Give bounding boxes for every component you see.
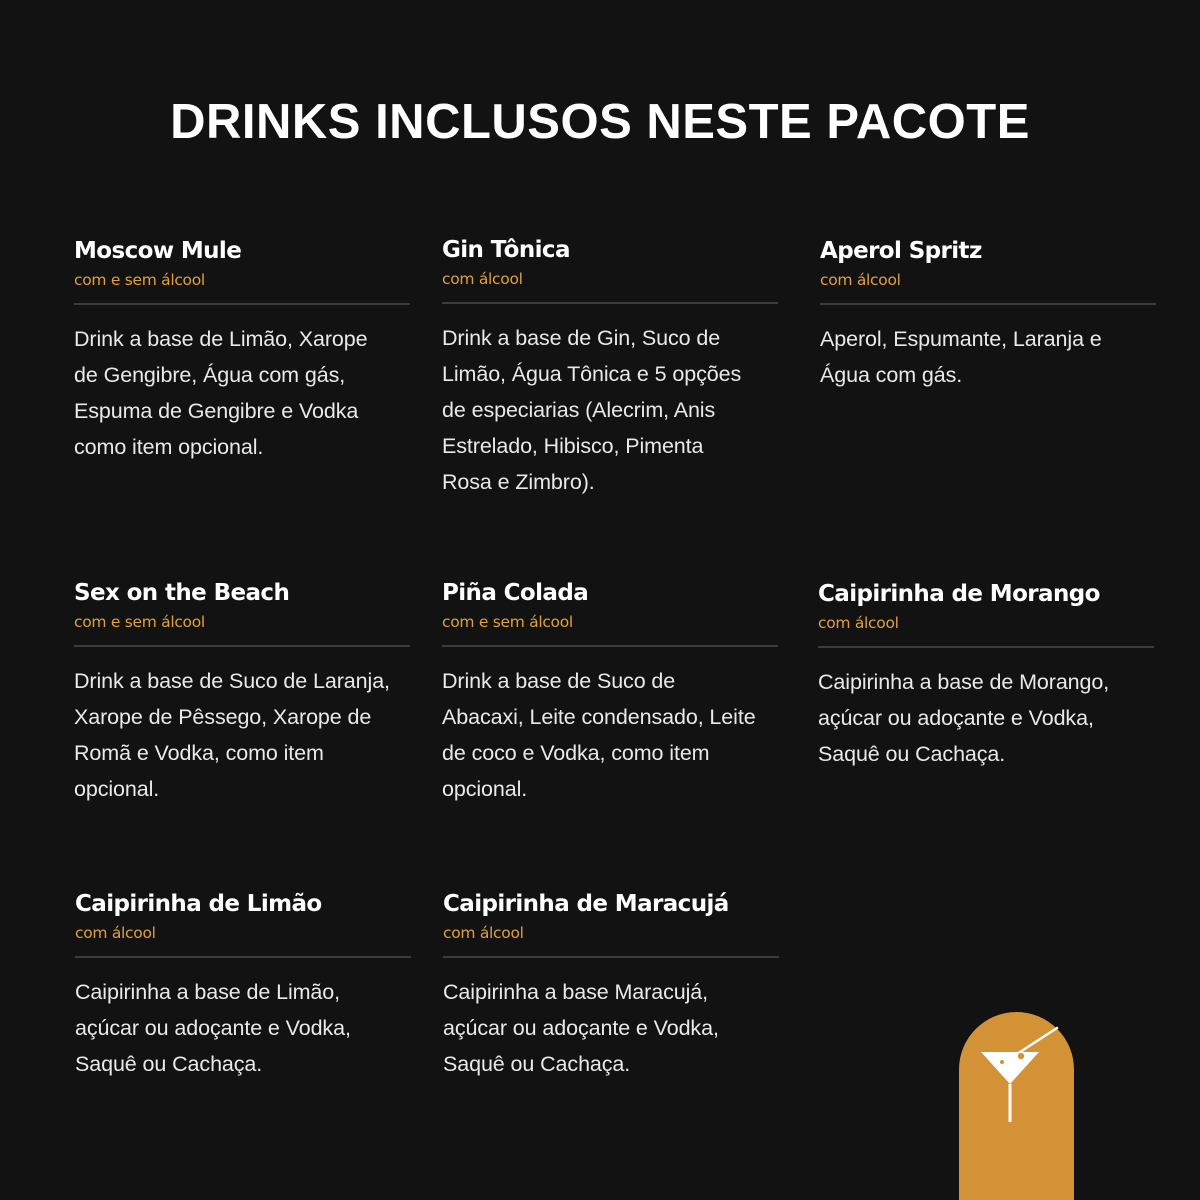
drink-name: Piña Colada bbox=[442, 580, 589, 606]
drink-alcohol-tag: com álcool bbox=[820, 271, 901, 289]
drink-description: Drink a base de Limão, Xarope de Gengibre, Água com gás, Espuma de Gengibre e Vodka como item opcional. bbox=[74, 327, 368, 459]
drink-card-pina-colada bbox=[442, 578, 778, 807]
divider bbox=[75, 956, 411, 958]
drink-card-caipirinha-limao bbox=[75, 889, 411, 1082]
drink-description: Drink a base de Suco de Laranja, Xarope de Pêssego, Xarope de Romã e Vodka, como item opcional. bbox=[74, 669, 390, 801]
drink-alcohol-tag: com álcool bbox=[442, 270, 523, 288]
drink-description: Drink a base de Suco de Abacaxi, Leite condensado, Leite de coco e Vodka, como item opcional. bbox=[442, 669, 756, 801]
drink-description: Drink a base de Gin, Suco de Limão, Água Tônica e 5 opções de especiarias (Alecrim, Anis Estrelado, Hibisco, Pimenta Rosa e Zimbro). bbox=[442, 326, 742, 494]
drink-alcohol-tag: com e sem álcool bbox=[442, 613, 573, 631]
drink-card-caipirinha-morango bbox=[818, 579, 1154, 772]
drink-name: Gin Tônica bbox=[442, 237, 570, 263]
divider bbox=[442, 645, 778, 647]
page-title: DRINKS INCLUSOS NESTE PACOTE bbox=[170, 95, 1030, 149]
drink-description: Caipirinha a base de Morango, açúcar ou adoçante e Vodka, Saquê ou Cachaça. bbox=[818, 670, 1110, 766]
drink-alcohol-tag: com álcool bbox=[75, 924, 156, 942]
drink-card-moscow-mule bbox=[74, 236, 410, 465]
drink-alcohol-tag: com álcool bbox=[443, 924, 524, 942]
divider bbox=[442, 302, 778, 304]
drink-name: Sex on the Beach bbox=[74, 580, 290, 606]
drink-name: Caipirinha de Morango bbox=[818, 581, 1100, 607]
drink-card-aperol-spritz bbox=[820, 236, 1156, 393]
drink-description: Caipirinha a base de Limão, açúcar ou adoçante e Vodka, Saquê ou Cachaça. bbox=[75, 980, 351, 1076]
divider bbox=[820, 303, 1156, 305]
divider bbox=[443, 956, 779, 958]
drink-card-sex-on-the-beach bbox=[74, 578, 410, 807]
drink-description: Caipirinha a base Maracujá, açúcar ou adoçante e Vodka, Saquê ou Cachaça. bbox=[443, 980, 719, 1076]
drink-name: Caipirinha de Limão bbox=[75, 891, 322, 917]
drink-card-caipirinha-maracuja bbox=[443, 889, 779, 1082]
divider bbox=[74, 303, 410, 305]
drink-alcohol-tag: com álcool bbox=[818, 614, 899, 632]
divider bbox=[818, 646, 1154, 648]
brand-badge bbox=[959, 1012, 1074, 1200]
drink-name: Moscow Mule bbox=[74, 238, 242, 264]
drink-alcohol-tag: com e sem álcool bbox=[74, 613, 205, 631]
drink-name: Caipirinha de Maracujá bbox=[443, 891, 729, 917]
drink-description: Aperol, Espumante, Laranja e Água com gás. bbox=[820, 327, 1102, 387]
drink-alcohol-tag: com e sem álcool bbox=[74, 271, 205, 289]
divider bbox=[74, 645, 410, 647]
drink-name: Aperol Spritz bbox=[820, 238, 982, 264]
drink-card-gin-tonica bbox=[442, 235, 778, 500]
martini-glass-icon bbox=[973, 1026, 1063, 1141]
